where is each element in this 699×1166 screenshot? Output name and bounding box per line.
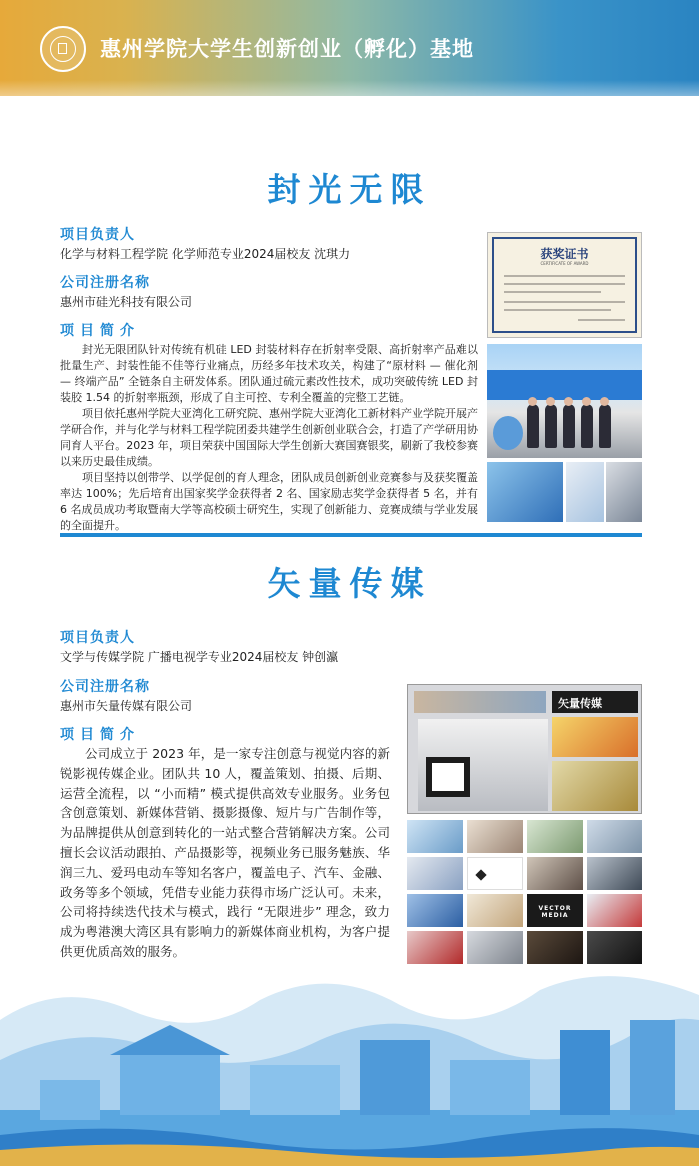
project1-intro [60, 342, 478, 534]
university-seal-icon [40, 26, 86, 72]
mascot-statue [493, 416, 523, 450]
footer-landscape [0, 960, 699, 1166]
photo-strip [414, 691, 546, 713]
award-certificate-image [487, 232, 642, 338]
certificate-text-line [504, 283, 625, 285]
photo-frame [426, 757, 470, 797]
certificate-text-line [504, 291, 601, 293]
portfolio-thumb [407, 820, 463, 853]
team-showcase-image [407, 684, 642, 814]
portfolio-thumb [467, 894, 523, 927]
project2-intro [60, 744, 390, 962]
lecture-photo [487, 462, 563, 522]
team-member-head [528, 397, 537, 406]
project2-leader-label: 项目负责人 [60, 630, 135, 646]
team-member [563, 404, 575, 448]
portfolio-thumb [467, 820, 523, 853]
project2-intro-para: 公司成立于 2023 年，是一家专注创意与视觉内容的新锐影视传媒企业。团队共 10 人，覆盖策划、拍摄、后期、运营全流程，以 “小而精” 模式提供高效专业服务。业务包含创意策划、新媒体营销、摄影摄像、短片与广告制作等，为品牌提供从创意到转化的一站式整合营销解决方案。公司擅长会议活动跟拍、产品摄影等，视频业务已服务魅族、华润三九、爱玛电动车等知名客户，覆盖电子、汽车、金融、政务等多个领域，凭借专业能力获得市场广泛认可。未来，公司将持续迭代技术与模式，践行 “无限进步” 理念，致力成为粤港澳大湾区具有影响力的新媒体商业机构，为客户提供更优质高效的服务。 [60, 746, 390, 959]
brand-mark: 矢量传媒 [558, 697, 602, 710]
certificate-text-line [504, 301, 625, 303]
team-member-head [600, 397, 609, 406]
team-member [581, 404, 593, 448]
event-banner [487, 370, 642, 400]
certificate-subtitle: CERTIFICATE OF AWARD [540, 261, 589, 266]
portfolio-thumb [407, 857, 463, 890]
certificate-text-line [504, 309, 611, 311]
tower [630, 1020, 675, 1115]
project1-leader: 化学与材料工程学院 化学师范专业2024届校友 沈琪力 [60, 247, 351, 261]
lab-photo [606, 462, 642, 522]
header-title: 惠州学院大学生创新创业（孵化）基地 [100, 37, 474, 61]
project2-company-label: 公司注册名称 [60, 679, 150, 695]
project1-company: 惠州市硅光科技有限公司 [60, 295, 193, 309]
project1-company-label: 公司注册名称 [60, 275, 150, 291]
pavilion [120, 1055, 220, 1115]
tower [560, 1030, 610, 1115]
project2-company: 惠州市矢量传媒有限公司 [60, 699, 193, 713]
vector-logo-icon [475, 869, 486, 880]
project1-intro-para: 封光无限团队针对传统有机硅 LED 封装材料存在折射率受限、高折射率产品难以批量生产、封装性能不佳等行业痛点，历经多年技术攻关，构建了“原材料 — 催化剂 — 终端产品” 全链条自主研发体系。团队通过硫元素改性技术，成功突破传统 LED 封装胶 1.54 的折射率瓶颈，形成了自主可控、专利全覆盖的完整工艺链。 [60, 343, 478, 404]
building [250, 1065, 340, 1115]
brand-mark-en: VECTOR MEDIA [538, 905, 572, 919]
certificate-text-line [578, 319, 625, 321]
project2-title: 矢量传媒 [267, 564, 432, 603]
team-member [527, 404, 539, 448]
building [450, 1060, 530, 1115]
product-thumb [552, 761, 638, 811]
brand-logo-tile [527, 894, 583, 927]
team-member-head [546, 397, 555, 406]
certificate-text-line [504, 275, 625, 277]
certificate-title: 获奖证书 [540, 247, 589, 261]
portfolio-thumb [407, 894, 463, 927]
seal-mark [58, 43, 67, 54]
team-group-photo [487, 344, 642, 458]
section-divider [60, 533, 642, 537]
project2-leader: 文学与传媒学院 广播电视学专业2024届校友 钟创瀛 [60, 650, 339, 664]
portfolio-thumb [587, 820, 642, 853]
header-fade [0, 80, 699, 120]
portfolio-thumb [587, 857, 642, 890]
building [40, 1080, 100, 1120]
team-member [599, 404, 611, 448]
project1-title: 封光无限 [267, 170, 432, 209]
building [360, 1040, 430, 1115]
team-member [545, 404, 557, 448]
lab-photo [566, 462, 604, 522]
portfolio-thumb [527, 820, 583, 853]
project1-intro-para: 项目坚持以创带学、以学促创的育人理念，团队成员创新创业竞赛参与及获奖覆盖率达 100%；先后培育出国家奖学金获得者 2 名、国家励志奖学金获得者 5 名，并有6 名成员成功考取暨南大学等高校硕士研究生，实现了创新能力、竞赛成绩与学业发展的全面提升。 [60, 471, 478, 532]
project1-intro-label: 项目简介 [60, 323, 140, 339]
project1-leader-label: 项目负责人 [60, 227, 135, 243]
project1-intro-para: 项目依托惠州学院大亚湾化工研究院、惠州学院大亚湾化工新材料产业学院开展产学研合作，并与化学与材料工程学院团委共建学生创新创业联合会，打造了产学研用协同育人平台。2023 年，项目荣获中国国际大学生创新大赛国赛银奖，刷新了我校参赛以来历史最佳成绩。 [60, 407, 478, 468]
portfolio-thumb [587, 894, 642, 927]
project2-intro-label: 项目简介 [60, 727, 140, 743]
brand-logo-tile [467, 857, 523, 890]
portfolio-thumb [527, 857, 583, 890]
team-member-head [582, 397, 591, 406]
seal-inner-ring [50, 36, 76, 62]
team-member-head [564, 397, 573, 406]
poster-thumb [552, 717, 638, 757]
